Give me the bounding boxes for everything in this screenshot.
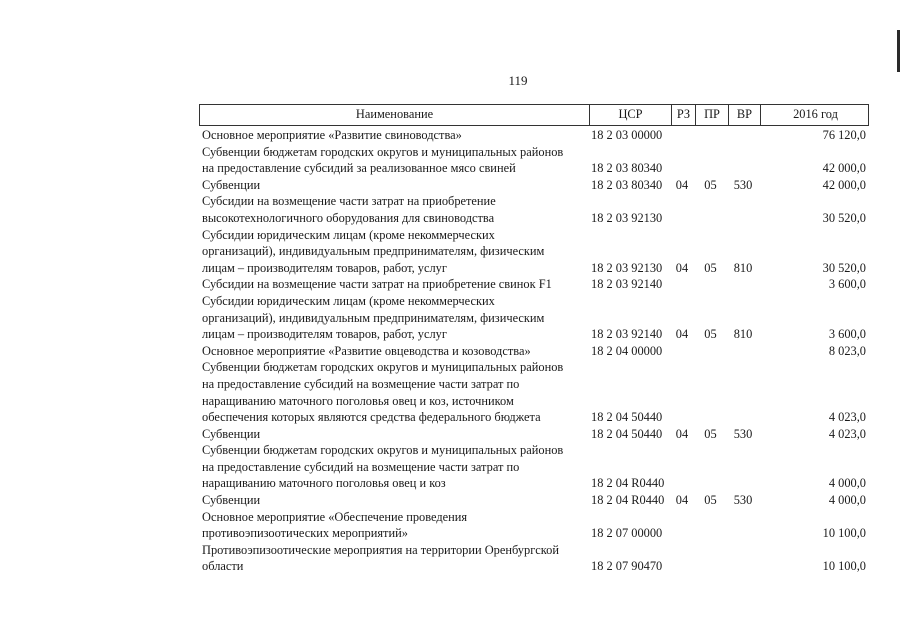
cell-csr: 18 2 04 00000 (591, 343, 663, 358)
table-row (199, 177, 869, 194)
cell-vr: 530 (733, 177, 753, 192)
cell-name: Субсидии юридическим лицам (кроме некоммерческих организаций), индивидуальным предпринимателям, физическим лицам – производителям товаров, работ, услуг (202, 293, 545, 342)
cell-csr: 18 2 04 50440 (591, 410, 663, 425)
table-row (199, 193, 869, 226)
cell-sum: 42 000,0 (822, 161, 866, 176)
cell-sum: 76 120,0 (822, 128, 866, 142)
cell-rz: 04 (675, 327, 689, 342)
cell-name: Субвенции бюджетам городских округов и муниципальных районов на предоставление субсидий на возмещение части затрат по наращиванию маточного поголовья овец и коз (202, 443, 564, 491)
cell-csr: 18 2 04 50440 (591, 426, 663, 441)
cell-name: Субсидии на возмещение части затрат на приобретение свинок F1 (202, 277, 552, 292)
cell-name: Субвенции бюджетам городских округов и муниципальных районов на предоставление субсидий на возмещение части затрат по наращиванию маточного поголовья овец и коз, источником обеспечения которых являются средства федерального бюджета (202, 360, 564, 425)
cell-csr: 18 2 03 92130 (591, 210, 663, 225)
cell-sum: 3 600,0 (828, 327, 866, 342)
cell-name: Субвенции (202, 177, 261, 192)
table-row (199, 343, 869, 360)
cell-rz: 04 (675, 260, 689, 275)
cell-csr: 18 2 03 92140 (591, 277, 663, 292)
table-row (199, 359, 869, 425)
cell-name: Основное мероприятие «Развитие овцеводства и козоводства» (202, 343, 531, 358)
table-row (199, 293, 869, 343)
table-row (199, 542, 869, 575)
table-row (199, 144, 869, 177)
cell-pr: 05 (704, 327, 717, 342)
cell-vr: 810 (733, 260, 753, 275)
cell-pr: 05 (704, 177, 717, 192)
table-row (199, 426, 869, 443)
table-header (199, 104, 869, 126)
cell-vr: 810 (733, 327, 753, 342)
cell-sum: 30 520,0 (822, 210, 866, 225)
table-row (199, 442, 869, 492)
page-edge-mark (897, 30, 900, 72)
cell-sum: 4 000,0 (828, 493, 866, 508)
cell-csr: 18 2 03 00000 (591, 128, 663, 142)
cell-csr: 18 2 03 80340 (591, 161, 663, 176)
cell-sum: 3 600,0 (828, 277, 866, 292)
cell-sum: 4 000,0 (828, 476, 866, 491)
cell-sum: 10 100,0 (822, 526, 866, 541)
cell-csr: 18 2 04 R0440 (591, 476, 665, 491)
cell-name: Основное мероприятие «Развитие свиноводства» (202, 128, 462, 142)
table-row (199, 127, 869, 144)
cell-csr: 18 2 03 80340 (591, 177, 663, 192)
header-csr: ЦСР (589, 105, 671, 125)
header-year: 2016 год (760, 105, 870, 125)
cell-sum: 30 520,0 (822, 260, 866, 275)
cell-name: Субвенции бюджетам городских округов и муниципальных районов на предоставление субсидий за реализованное мясо свиней (202, 144, 564, 176)
header-pr: ПР (695, 105, 728, 125)
cell-name: Субвенции (202, 426, 261, 441)
header-vr: ВР (728, 105, 760, 125)
table-row (199, 509, 869, 542)
cell-csr: 18 2 04 R0440 (591, 493, 665, 508)
table-row (199, 276, 869, 293)
cell-vr: 530 (733, 426, 753, 441)
cell-name: Субвенции (202, 493, 261, 508)
cell-sum: 8 023,0 (828, 343, 866, 358)
cell-csr: 18 2 07 90470 (591, 559, 663, 574)
cell-rz: 04 (675, 426, 689, 441)
cell-csr: 18 2 03 92130 (591, 260, 663, 275)
page-number: 119 (508, 73, 528, 88)
table-body (199, 126, 869, 575)
table-row (199, 492, 869, 509)
cell-pr: 05 (704, 426, 717, 441)
cell-name: Субсидии юридическим лицам (кроме некоммерческих организаций), индивидуальным предпринимателям, физическим лицам – производителям товаров, работ, услуг (202, 227, 545, 275)
header-name: Наименование (355, 107, 434, 121)
cell-csr: 18 2 07 00000 (591, 526, 663, 541)
cell-csr: 18 2 03 92140 (591, 327, 663, 342)
cell-rz: 04 (675, 493, 689, 508)
cell-pr: 05 (704, 260, 717, 275)
header-rz: РЗ (671, 105, 695, 125)
cell-name: Противоэпизоотические мероприятия на территории Оренбургской области (202, 542, 559, 574)
cell-name: Субсидии на возмещение части затрат на приобретение высокотехнологичного оборудования для свиноводства (202, 194, 496, 225)
table-row (199, 227, 869, 277)
cell-name: Основное мероприятие «Обеспечение проведения противоэпизоотических мероприятий» (202, 509, 468, 541)
cell-sum: 10 100,0 (822, 559, 866, 574)
cell-sum: 4 023,0 (828, 410, 866, 425)
cell-sum: 4 023,0 (828, 426, 866, 441)
cell-vr: 530 (733, 493, 753, 508)
cell-pr: 05 (704, 493, 717, 508)
budget-table (199, 104, 869, 575)
cell-sum: 42 000,0 (822, 177, 866, 192)
cell-rz: 04 (675, 177, 689, 192)
